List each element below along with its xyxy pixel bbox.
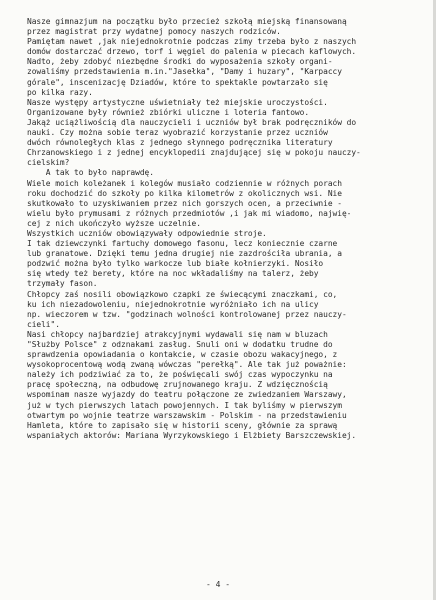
text-line: górale", inscenizację Dziadów, które to spektakle powtarzało się bbox=[27, 77, 328, 87]
document-body bbox=[27, 17, 418, 441]
text-line: Pamiętam nawet ,jak niejednokrotnie podczas zimy trzeba było z naszych bbox=[27, 37, 357, 47]
text-line: roku dochodzić do szkoły po kilka kilometrów z okolicznych wsi. Nie bbox=[27, 188, 342, 198]
text-line: pracę społeczną, na odbudowę zrujnowanego kraju. Z wdzięcznością bbox=[27, 380, 328, 390]
text-line: cej z nich ukończyło wyższe uczelnie. bbox=[27, 218, 201, 228]
text-line: Nadto, żeby zdobyć niezbędne środki do wyposażenia szkoły organi- bbox=[27, 57, 333, 67]
page-number: - 4 - bbox=[205, 580, 231, 589]
text-line: trzymały fason. bbox=[27, 279, 98, 289]
text-line: I tak dziewczynki fartuchy domowego fasonu, lecz koniecznie czarne bbox=[27, 239, 338, 249]
text-line: skutkowało to uzyskiwaniem przez nich gorszych ocen, a przeciwnie - bbox=[27, 198, 342, 208]
text-line: np. wieczorem w tzw. "godzinach wolności kontrolowanej przez nauczy- bbox=[27, 309, 347, 319]
text-line: Chłopcy zaś nosili obowiązkowo czapki ze świecącymi znaczkami, co, bbox=[27, 289, 338, 299]
text-line: Wiele moich koleżanek i kolegów musiało codziennie w różnych porach bbox=[27, 178, 342, 188]
text-line: należy ich podziwiać za to, że poświęcali swój czas wypoczynku na bbox=[27, 370, 333, 380]
text-line: dwóch równoległych klas z jednego słynnego podręcznika literatury bbox=[27, 138, 333, 148]
text-line: wielu było prymusami z różnych przedmiotów ,i jak mi wiadomo, najwię- bbox=[27, 208, 352, 218]
text-line: Organizowane były również zbiórki uliczne i loteria fantowo. bbox=[27, 107, 310, 117]
text-line: nauki. Czy można sobie teraz wyobrazić korzystanie przez uczniów bbox=[27, 128, 328, 138]
text-line: domów dostarczać drzewo, torf i węgiel do palenia w piecach kaflowych. bbox=[27, 47, 357, 57]
text-line: przez magistrat przy wydatnej pomocy naszych rodziców. bbox=[27, 27, 281, 37]
text-line: po kilka razy. bbox=[27, 87, 93, 97]
text-line: zowaliśmy przedstawienia m.in."Jasełka", "Damy i huzary", "Karpaccy bbox=[27, 67, 342, 77]
text-line: cieli". bbox=[27, 319, 60, 329]
text-line: lub granatowe. Dzięki temu jedna drugiej nie zazdrościła ubrania, a bbox=[27, 249, 342, 259]
text-line: wspominam nasze wyjazdy do teatru połączone ze zwiedzaniem Warszawy, bbox=[27, 390, 347, 400]
text-line: "Służby Polsce" z odznakami zasług. Snuli oni w dodatku trudne do bbox=[27, 340, 333, 349]
text-line: wspaniałych aktorów: Mariana Wyrzykowskiego i Elżbiety Barszczewskiej. bbox=[27, 430, 357, 440]
text-line: się wtedy też berety, które na noc wkładaliśmy na talerz, żeby bbox=[27, 269, 319, 279]
text-line: ku ich niezadowoleniu, niejednokrotnie wyróżniało ich na ulicy bbox=[27, 299, 319, 309]
text-line: cielskim? bbox=[27, 158, 70, 168]
text-line: Hamleta, które to zapisało się w historii sceny, głównie za sprawą bbox=[27, 420, 338, 430]
text-line: Chrzanowskiego i z jednej encyklopedii znajdującej się w pokoju nauczy- bbox=[27, 148, 361, 158]
text-line: A tak to było naprawdę. bbox=[27, 168, 154, 178]
text-line: Jakąż uciążliwością dla nauczycieli i uczniów był brak podręczników do bbox=[27, 117, 357, 127]
text-line: wysokoprocentową wodą zwaną wówczas "perełką". Ale tak już poważnie: bbox=[27, 360, 347, 370]
text-line: Wszystkich uczniów obowiązywały odpowiednie stroje. bbox=[27, 228, 267, 238]
text-line: już w tych pierwszych latach powojennych. I tak byliśmy w pierwszym bbox=[27, 400, 342, 410]
text-line: podzwić można było tylko warkocze lub białe kołnierzyki. Nosiło bbox=[27, 259, 324, 269]
text-line: Nasze gimnazjum na początku było przecież szkołą miejską finansowaną bbox=[27, 17, 347, 26]
text-line: sprawdzenia opowiadania o kontakcie, w czasie obozu wakacyjnego, z bbox=[27, 350, 338, 360]
text-line: otwartym po wojnie teatrze warszawskim - Polskim - na przedstawieniu bbox=[27, 410, 347, 420]
text-line: Nasze występy artystyczne uświetniały też miejskie uroczystości. bbox=[27, 97, 328, 107]
text-line: Nasi chłopcy najbardziej atrakcyjnymi wydawali się nam w bluzach bbox=[27, 329, 328, 339]
